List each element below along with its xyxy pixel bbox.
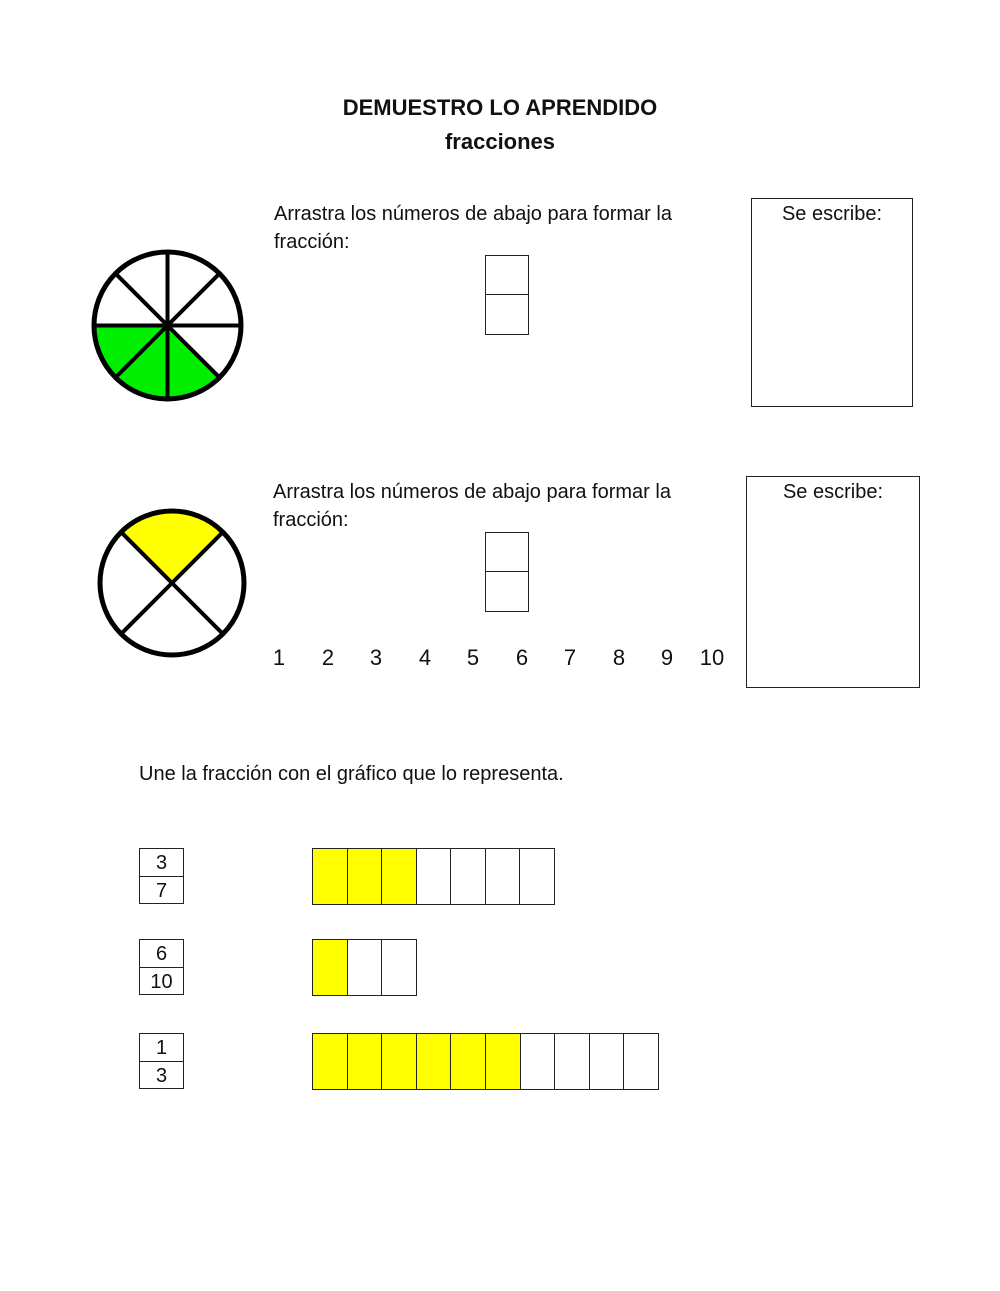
bar-segment-shaded bbox=[313, 940, 348, 995]
bar-segment bbox=[451, 849, 486, 904]
fraction-denominator: 10 bbox=[150, 971, 173, 993]
bar-segment-shaded bbox=[313, 1034, 348, 1089]
fraction-card[interactable] bbox=[139, 1033, 184, 1089]
exercise1-instruction: Arrastra los números de abajo para formar la fracción: bbox=[274, 203, 672, 253]
bar-segment bbox=[382, 940, 416, 995]
bar-segment bbox=[486, 849, 521, 904]
bar-segment-shaded bbox=[382, 1034, 417, 1089]
write-box-label: Se escribe: bbox=[781, 203, 883, 225]
denominator-slot[interactable] bbox=[486, 572, 528, 611]
draggable-number[interactable]: 10 bbox=[699, 645, 725, 670]
numerator-slot[interactable] bbox=[486, 533, 528, 572]
draggable-number[interactable]: 4 bbox=[418, 645, 432, 670]
draggable-number[interactable]: 3 bbox=[369, 645, 383, 670]
draggable-number[interactable]: 1 bbox=[272, 645, 286, 670]
circle-quarters-yellow bbox=[96, 507, 248, 659]
draggable-number[interactable]: 7 bbox=[563, 645, 577, 670]
bar-segment-shaded bbox=[382, 849, 417, 904]
fraction-numerator: 6 bbox=[140, 940, 183, 968]
bar-segment-shaded bbox=[313, 849, 348, 904]
circle-eighths-green bbox=[90, 248, 245, 403]
page-subtitle: fracciones bbox=[444, 129, 556, 154]
bar-segment bbox=[417, 849, 452, 904]
fraction-denominator: 7 bbox=[155, 880, 168, 902]
exercise2-instruction: Arrastra los números de abajo para formar la fracción: bbox=[273, 481, 671, 531]
page-title: DEMUESTRO LO APRENDIDO bbox=[342, 95, 658, 120]
bar-segment bbox=[348, 940, 383, 995]
bar-segment-shaded bbox=[348, 1034, 383, 1089]
fraction-card[interactable] bbox=[139, 848, 184, 904]
numerator-slot[interactable] bbox=[486, 256, 528, 295]
draggable-number[interactable]: 9 bbox=[660, 645, 674, 670]
matching-instruction: Une la fracción con el gráfico que lo representa. bbox=[139, 763, 564, 785]
fraction-bar-graphic[interactable] bbox=[312, 1033, 659, 1090]
fraction-denominator: 3 bbox=[155, 1065, 168, 1087]
draggable-number[interactable]: 2 bbox=[321, 645, 335, 670]
bar-segment-shaded bbox=[451, 1034, 486, 1089]
fraction-drop-box-2[interactable] bbox=[485, 532, 529, 612]
bar-segment bbox=[520, 849, 554, 904]
fraction-bar-graphic[interactable] bbox=[312, 848, 555, 905]
fraction-bar-graphic[interactable] bbox=[312, 939, 417, 996]
draggable-number[interactable]: 8 bbox=[612, 645, 626, 670]
bar-segment-shaded bbox=[348, 849, 383, 904]
fraction-drop-box-1[interactable] bbox=[485, 255, 529, 335]
bar-segment bbox=[555, 1034, 590, 1089]
fraction-card[interactable] bbox=[139, 939, 184, 995]
draggable-number[interactable]: 5 bbox=[466, 645, 480, 670]
bar-segment bbox=[521, 1034, 556, 1089]
bar-segment bbox=[590, 1034, 625, 1089]
write-box-2[interactable] bbox=[746, 476, 920, 688]
bar-segment-shaded bbox=[486, 1034, 521, 1089]
write-box-1[interactable] bbox=[751, 198, 913, 407]
fraction-numerator: 1 bbox=[140, 1034, 183, 1062]
write-box-label: Se escribe: bbox=[782, 481, 884, 503]
bar-segment bbox=[624, 1034, 658, 1089]
bar-segment-shaded bbox=[417, 1034, 452, 1089]
denominator-slot[interactable] bbox=[486, 295, 528, 334]
fraction-numerator: 3 bbox=[140, 849, 183, 877]
draggable-number[interactable]: 6 bbox=[515, 645, 529, 670]
